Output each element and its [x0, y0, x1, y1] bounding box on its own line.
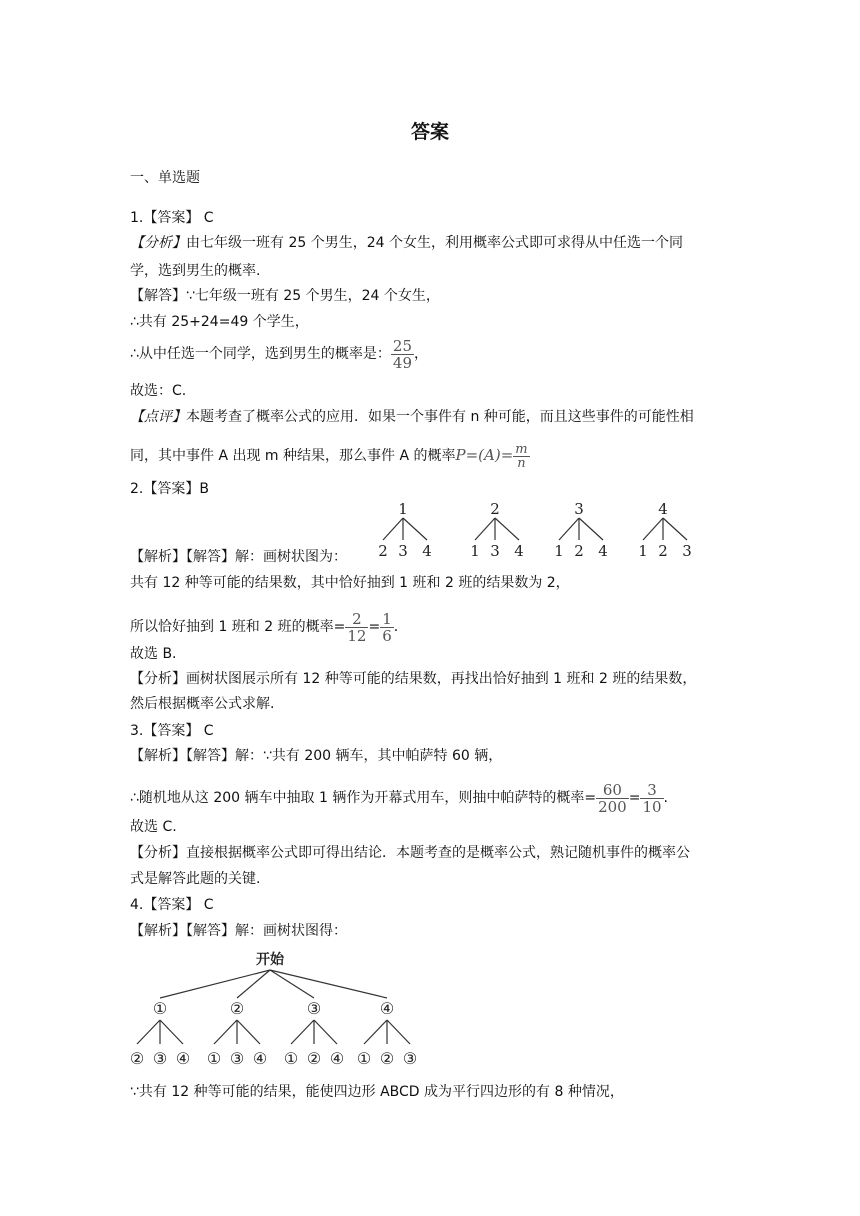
q4-tree-edge — [237, 1020, 260, 1044]
q4-tree-edge — [314, 1020, 337, 1044]
q1-comment-text: 本题考查了概率公式的应用．如果一个事件有 n 种可能，而且这些事件的可能性相 — [186, 409, 694, 425]
q3-fraction-1-denominator: 200 — [598, 797, 627, 816]
q2-tree-leaf: 3 — [398, 542, 408, 560]
q2-tree-leaf: 1 — [638, 542, 648, 560]
q2-tree-root: 2 — [490, 500, 500, 518]
q3-answer: 3.【答案】 C — [130, 723, 214, 739]
q2-tree-branch — [383, 518, 403, 540]
q2-tree-leaf: 4 — [422, 542, 432, 560]
q2-end: . — [393, 619, 399, 635]
q2-analysis-line-1: 【分析】画树状图展示所有 12 种等可能的结果数，再找出恰好抽到 1 班和 2 班的结果数， — [130, 671, 697, 687]
q1-solution-line-3 — [130, 336, 428, 372]
q1-choose: 故选：C. — [130, 383, 187, 399]
q2-equals: = — [368, 619, 381, 635]
q3-fraction-2-denominator: 10 — [642, 797, 662, 816]
q2-answer: 2.【答案】B — [130, 481, 209, 497]
q2-analysis-line-2: 然后根据概率公式求解. — [130, 696, 275, 712]
q3-fraction-1-numerator: 60 — [602, 780, 622, 799]
q4-tree-branch — [270, 970, 314, 998]
q2-tree-branch — [495, 518, 519, 540]
q2-tree-branch — [475, 518, 495, 540]
q4-tree-leaf: ③ — [229, 1049, 245, 1068]
q2-fraction-2 — [380, 611, 394, 644]
q3-line-2 — [130, 780, 668, 816]
q4-tree-node: ④ — [379, 999, 395, 1018]
q3-equals: = — [628, 790, 641, 806]
q1-probability-formula: P=(A)= — [455, 446, 514, 464]
q1-solution-line-2: ∴共有 25+24=49 个学生， — [130, 314, 309, 330]
q2-fraction-1 — [345, 611, 368, 644]
q1-analysis-line-1 — [130, 233, 683, 253]
q4-tree-node: ① — [152, 999, 168, 1018]
q2-tree-branch — [579, 518, 603, 540]
q2-tree-root: 4 — [658, 500, 668, 518]
q3-analysis-line-2: 式是解答此题的关键. — [130, 871, 261, 887]
q1-fraction — [391, 338, 414, 371]
q4-tree-edge — [160, 1020, 183, 1044]
section-heading: 一、单选题 — [130, 170, 200, 186]
q2-tree-root: 1 — [398, 500, 408, 518]
q2-tree-intro: 【解析】【解答】解：画树状图为： — [130, 549, 347, 565]
q3-fraction-2 — [640, 782, 663, 815]
q4-tree-edge — [214, 1020, 237, 1044]
q2-tree-leaf: 2 — [658, 542, 668, 560]
q2-tree-leaf: 1 — [554, 542, 564, 560]
q2-tree-leaf: 2 — [574, 542, 584, 560]
q1-answer: 1.【答案】 C — [130, 210, 214, 226]
q2-choose: 故选 B. — [130, 646, 177, 662]
q3-analysis-line-1: 【分析】直接根据概率公式即可得出结论．本题考查的是概率公式，熟记随机事件的概率公 — [130, 845, 690, 861]
q4-line-1: ∵共有 12 种等可能的结果，能使四边形 ABCD 成为平行四边形的有 8 种情况， — [130, 1084, 624, 1100]
q3-fraction-1 — [596, 782, 629, 815]
q2-tree-leaf: 3 — [682, 542, 692, 560]
q1-comment-text-2: 同，其中事件 A 出现 m 种结果，那么事件 A 的概率 — [130, 448, 456, 464]
q4-tree-leaf: ④ — [175, 1049, 191, 1068]
q4-tree-leaf: ④ — [329, 1049, 345, 1068]
q1-comment-line-1 — [130, 407, 694, 427]
q4-tree-diagram — [125, 946, 445, 1074]
q4-tree-edge — [387, 1020, 410, 1044]
q2-tree-branch — [643, 518, 663, 540]
q3-line-1: 【解析】【解答】解：∵共有 200 辆车，其中帕萨特 60 辆， — [130, 748, 503, 764]
q2-tree-diagram — [370, 496, 710, 564]
q2-fraction-2-denominator: 6 — [382, 626, 392, 645]
q2-tree-leaf: 1 — [470, 542, 480, 560]
q1-comment-line-2 — [130, 437, 530, 474]
q4-answer: 4.【答案】 C — [130, 897, 214, 913]
q3-end: . — [663, 790, 668, 806]
q2-tree-branch — [403, 518, 427, 540]
q4-tree-leaf: ③ — [152, 1049, 168, 1068]
q4-tree-leaf: ④ — [252, 1049, 268, 1068]
q3-line-2-text: ∴随机地从这 200 辆车中抽取 1 辆作为开幕式用车，则抽中帕萨特的概率= — [130, 790, 597, 806]
q3-fraction-2-numerator: 3 — [647, 780, 657, 799]
q1-fraction-denominator: 49 — [392, 353, 412, 372]
q1-solution-line-1: 【解答】∵七年级一班有 25 个男生，24 个女生， — [130, 288, 440, 304]
q1-formula-n: n — [513, 456, 529, 470]
q1-analysis-line-2: 学，选到男生的概率. — [130, 263, 261, 279]
q2-tree-branch — [663, 518, 687, 540]
q4-tree-leaf: ① — [283, 1049, 299, 1068]
q2-fraction-1-denominator: 12 — [347, 626, 367, 645]
q2-tree-leaf: 4 — [598, 542, 608, 560]
q4-tree-leaf: ② — [129, 1049, 145, 1068]
q1-solution-text: ∴从中任选一个同学，选到男生的概率是： — [130, 346, 391, 362]
q1-analysis-text: 由七年级一班有 25 个男生，24 个女生，利用概率公式即可求得从中任选一个同 — [186, 235, 683, 251]
q4-tree-leaf: ② — [379, 1049, 395, 1068]
q4-tree-leaf: ② — [306, 1049, 322, 1068]
q4-tree-leaf: ① — [206, 1049, 222, 1068]
q3-choose: 故选 C. — [130, 819, 177, 835]
q1-formula-m: m — [515, 441, 528, 457]
q2-tree-branch — [559, 518, 579, 540]
q4-tree-branch — [270, 970, 387, 998]
q4-tree-edge — [364, 1020, 387, 1044]
q4-tree-leaf: ① — [356, 1049, 372, 1068]
q4-tree-node: ③ — [306, 999, 322, 1018]
q4-tree-edge — [137, 1020, 160, 1044]
q2-fraction-2-numerator: 1 — [382, 609, 392, 628]
q4-tree-leaf: ③ — [402, 1049, 418, 1068]
q1-formula-fraction — [513, 443, 529, 470]
q4-tree-root: 开始 — [256, 952, 284, 968]
q2-tree-leaf: 3 — [490, 542, 500, 560]
q2-tree-leaf: 2 — [378, 542, 388, 560]
page-title: 答案 — [410, 121, 449, 143]
q1-solution-end: ， — [414, 346, 428, 362]
q2-line-2 — [130, 609, 398, 645]
q2-fraction-1-numerator: 2 — [352, 609, 362, 628]
q2-tree-leaf: 4 — [514, 542, 524, 560]
q1-fraction-numerator: 25 — [392, 336, 412, 355]
q2-line-2-text: 所以恰好抽到 1 班和 2 班的概率= — [130, 619, 346, 635]
q2-tree-root: 3 — [574, 500, 584, 518]
q2-line-1: 共有 12 种等可能的结果数，其中恰好抽到 1 班和 2 班的结果数为 2， — [130, 575, 570, 591]
q4-tree-intro: 【解析】【解答】解：画树状图得： — [130, 923, 347, 939]
q4-tree-node: ② — [229, 999, 245, 1018]
q4-tree-edge — [291, 1020, 314, 1044]
q1-comment-tag: 【点评】 — [130, 409, 186, 425]
q1-analysis-tag: 【分析】 — [130, 235, 186, 251]
